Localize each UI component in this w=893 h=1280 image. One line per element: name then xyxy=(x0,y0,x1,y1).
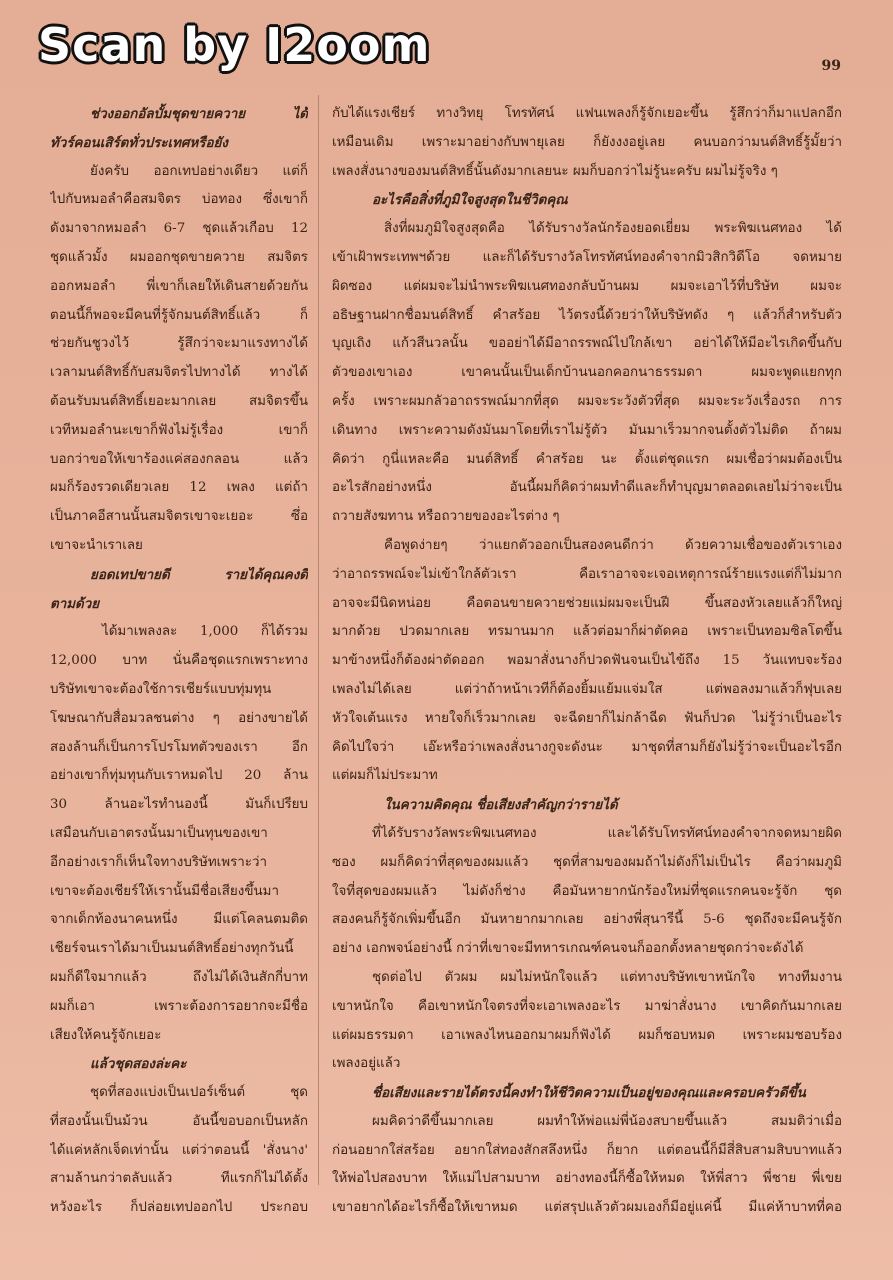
text-line: เดินทาง เพราะความดังมันมาโดยที่เราไม่รู้ตัว มันมาเร็วมากจนตั้งตัวไม่ติด ถ้าผม xyxy=(332,422,842,438)
text-line: ได้แค่หลักเจ็ดเท่านั้น แต่ว่าตอนนี้ 'สั่งนาง' xyxy=(50,1142,308,1158)
text-line: ตัวของเขาเอง เขาคนนั้นเป็นเด็กบ้านนอกคอกนาธรรมดา ผมจะพูดแยกทุก xyxy=(332,365,842,381)
text-line: สองล้านก็เป็นการโปรโมทตัวของเรา อีก xyxy=(50,739,308,755)
text-line: ว่าอาถรรพณ์จะไม่เข้าใกล้ตัวเรา คือเราอาจจะเจอเหตุการณ์ร้ายแรงแต่ก็ไม่มาก xyxy=(332,566,842,582)
text-line: อย่าง เอกพจน์อย่างนี้ กว่าที่เขาจะมีทหารเกณฑ์คนจนก็ออกตั้งหลายชุดกว่าจะดังได้ xyxy=(332,941,804,957)
text-line: ซอง ผมก็คิดว่าที่สุดของผมแล้ว ชุดที่สามของผมถ้าไม่ดังก็ไม่เป็นไร คือว่าผมภูมิ xyxy=(332,854,842,870)
text-line: สิ่งที่ผมภูมิใจสูงสุดคือ ได้รับรางวัลนักร้องยอดเยี่ยม พระพิฆเนศทอง ได้ xyxy=(384,221,842,237)
text-line: คิดไปใจว่า เอ๊ะหรือว่าเพลงสั่งนางกูจะดังนะ มาชุดที่สามก็ยังไม่รู้ว่าจะเป็นอะไรอีก xyxy=(332,739,842,755)
question-heading: ยอดเทปขายดี รายได้คุณคงดี xyxy=(90,566,308,583)
text-line: บริษัทเขาจะต้องใช้การเชียร์แบบทุ่มทุน xyxy=(50,681,272,697)
text-line: บุญเถิง แก้วสีนวลนั้น ขออย่าได้มีอาถรรพณ์ไปใกล้เขา อย่าได้ให้มีอะไรเกิดขึ้นกับ xyxy=(332,336,842,352)
text-line: เวทีหมอลำนะเขาก็ฟังไม่รู้เรื่อง เขาก็ xyxy=(50,422,308,438)
page-number: 99 xyxy=(821,58,841,74)
text-line: เพลงสั่งนางของมนต์สิทธิ์นั้นดังมากเลยนะ ผมก็บอกว่าไม่รู้นะครับ ผมไม่รู้จริง ๆ xyxy=(332,163,778,179)
text-line: ผมก็เอา เพราะต้องการอยากจะมีชื่อ xyxy=(50,998,308,1014)
left-column xyxy=(50,100,308,1223)
question-heading: ตามด้วย xyxy=(50,595,100,612)
text-line: ที่ได้รับรางวัลพระพิฆเนศทอง และได้รับโทรทัศน์ทองคำจากจดหมายผิด xyxy=(372,825,842,841)
text-line: เหมือนเดิม เพราะมาอย่างกับพายุเลย ก็ยังงงอยู่เลย คนบอกว่ามนต์สิทธิ์รู้มั้ยว่า xyxy=(332,134,842,150)
text-line: ไปกับหมอลำคือสมจิตร บ่อทอง ซึ่งเขาก็ xyxy=(50,192,308,208)
text-line: 30 ล้านอะไรทำนองนี้ มันก็เปรียบ xyxy=(50,797,308,813)
text-line: เสมือนกับเอาตรงนั้นมาเป็นทุนของเขา xyxy=(50,825,268,841)
text-line: เขาจะต้องเชียร์ให้เรานั้นมีชื่อเสียงขึ้นมา xyxy=(50,883,279,899)
text-line: ชุดที่สองแบ่งเป็นเปอร์เซ็นต์ ชุด xyxy=(90,1085,308,1101)
text-line: ชุดต่อไป ตัวผม ผมไม่หนักใจแล้ว แต่ทางบริษัทเขาหนักใจ ทางทีมงาน xyxy=(372,969,842,985)
text-line: เชียร์จนเราได้มาเป็นมนต์สิทธิ์อย่างทุกวันนี้ xyxy=(50,941,294,957)
question-heading: ช่วงออกอัลบั้มชุดขายควาย ได้ xyxy=(90,106,308,122)
question-heading: อะไรคือสิ่งที่ภูมิใจสูงสุดในชีวิตคุณ xyxy=(372,192,568,209)
text-line: ดังมาจากหมอลำ 6-7 ชุดแล้วเกือบ 12 xyxy=(50,221,308,237)
text-line: ถวายสังฆทาน หรือถวายของอะไรต่าง ๆ xyxy=(332,509,560,525)
text-line: บอกว่าขอให้เขาร้องแค่สองกลอน แล้ว xyxy=(50,451,308,467)
text-line: ให้พ่อไปสองบาท ให้แม่ไปสามบาท อย่างทองนี้ก็ซื้อให้หมด ให้พี่สาว พี่ชาย พี่เขย xyxy=(332,1171,842,1187)
text-line: ยังครับ ออกเทปอย่างเดียว แต่ก็ xyxy=(90,163,308,179)
text-line: ผิดซอง แต่ผมจะไม่นำพระพิฆเนศทองกลับบ้านผม ผมจะเอาไว้ที่บริษัท ผมจะ xyxy=(332,278,842,294)
text-line: สองคนก็รู้จักเพิ่มขึ้นอีก มันหายากมากเลย อย่างพี่สุนารีนี้ 5-6 ชุดถึงจะมีคนรู้จัก xyxy=(332,912,842,928)
text-line: ผมก็ดีใจมากแล้ว ถึงไม่ได้เงินสักกี่บาท xyxy=(50,969,308,985)
text-line: จากเด็กท้องนาคนหนึ่ง มีแต่โคลนตมติด xyxy=(50,912,308,928)
text-line: หวังอะไร ก็ปล่อยเทปออกไป ประกอบ xyxy=(50,1200,308,1216)
text-line: ช่วยกันชูวงไว้ รู้สึกว่าจะมาแรงทางได้ xyxy=(50,336,308,352)
text-line: เพลงไม่ได้เลย แต่ว่าถ้าหน้าเวทีก็ต้องยิ้มแย้มแจ่มใส แต่พอลงมาแล้วก็ฟุบเลย xyxy=(332,681,842,697)
question-heading: ทัวร์คอนเสิร์ตทั่วประเทศหรือยัง xyxy=(50,134,228,151)
text-line: ออกหมอลำ พี่เขาก็เลยให้เดินสายด้วยกัน xyxy=(50,278,308,294)
text-line: ต้อนรับมนต์สิทธิ์เยอะมากเลย สมจิตรขึ้น xyxy=(50,393,308,409)
text-line: หัวใจเต้นแรง หายใจก็เร็วมากเลย จะฉีดยาก็ไม่กล้าฉีด ฟันก็ปวด ไม่รู้ว่าเป็นอะไร xyxy=(332,710,842,726)
text-line: ครั้ง เพราะผมกลัวอาถรรพณ์มากที่สุด ผมจะระวังตัวที่สุด ผมจะระวังเรื่องรถ การ xyxy=(332,393,842,409)
text-line: อย่างเขาก็ทุ่มทุนกับเราหมดไป 20 ล้าน xyxy=(50,768,308,784)
text-line: โฆษณากับสื่อมวลชนต่าง ๆ อย่างขายได้ xyxy=(50,710,308,726)
text-line: อาจจะมีนิดหน่อย คือตอนขายควายช่วยแม่ผมจะเป็นฝี ขึ้นสองหัวเลยแล้วก็ใหญ่ xyxy=(332,595,842,611)
text-line: 12,000 บาท นั่นคือชุดแรกเพราะทาง xyxy=(50,653,308,669)
text-line: เสียงให้คนรู้จักเยอะ xyxy=(50,1027,162,1043)
text-line: แต่ผมธรรมดา เอาเพลงไหนออกมาผมก็ฟังได้ ผมก็ชอบหมด เพราะผมชอบร้อง xyxy=(332,1027,842,1043)
text-line: เขาหนักใจ คือเขาหนักใจตรงที่จะเอาเพลงอะไร มาฆ่าสั่งนาง เขาคิดกันมากเลย xyxy=(332,998,842,1014)
text-line: อะไรสักอย่างหนึ่ง อันนี้ผมก็คิดว่าผมทำดีและก็ทำบุญมาตลอดเลยไม่ว่าจะเป็น xyxy=(332,480,842,496)
text-line: กับได้แรงเชียร์ ทางวิทยุ โทรทัศน์ แฟนเพลงก็รู้จักเยอะขึ้น รู้สึกว่าก็มาแปลกอีก xyxy=(332,106,842,121)
text-line: คิดว่า กูนี่แหละคือ มนต์สิทธิ์ คำสร้อย นะ ตั้งแต่ชุดแรก ผมเชื่อว่าผมต้องเป็น xyxy=(332,451,842,467)
text-line: ได้มาเพลงละ 1,000 ก็ได้รวม xyxy=(102,624,308,640)
text-line: ใจที่สุดของผมแล้ว ไม่ดังก็ช่าง คือมันหายากนักร้องใหม่ที่ชุดแรกคนจะรู้จัก ชุด xyxy=(332,883,842,899)
right-column xyxy=(332,100,842,1223)
text-line: ผมก็ร้องรวดเดียวเลย 12 เพลง แต่ถ้า xyxy=(50,480,308,496)
column-divider xyxy=(318,95,319,1185)
text-line: เข้าเฝ้าพระเทพฯด้วย และก็ได้รับรางวัลโทรทัศน์ทองคำจากมิวสิกวิดีโอ จดหมาย xyxy=(332,249,842,265)
text-line: เขาจะนำเราเลย xyxy=(50,537,143,553)
text-line: สามล้านกว่าตลับแล้ว ทีแรกก็ไม่ได้ตั้ง xyxy=(50,1171,308,1187)
text-line: เขาอยากได้อะไรก็ซื้อให้เขาหมด แต่สรุปแล้วตัวผมเองก็มีอยู่แค่นี้ มีแค่ห้าบาทที่คอ xyxy=(332,1200,842,1216)
text-line: มาข้างหนึ่งก็ต้องผ่าตัดออก พอมาสั่งนางก็ปวดฟันจนเป็นไข้ถึง 15 วันแทบจะร้อง xyxy=(332,653,842,669)
text-line: เพลงอยู่แล้ว xyxy=(332,1056,401,1072)
scan-watermark: Scan by I2oom xyxy=(38,18,431,72)
text-line: ผมคิดว่าดีขึ้นมากเลย ผมทำให้พ่อแม่พี่น้องสบายขึ้นแล้ว สมมติว่าเมื่อ xyxy=(372,1113,842,1129)
question-heading: ในความคิดคุณ ชื่อเสียงสำคัญกว่ารายได้ xyxy=(384,797,618,814)
question-heading: แล้วชุดสองล่ะคะ xyxy=(90,1056,187,1073)
text-line: ชุดแล้วมั้ง ผมออกชุดขายควาย สมจิตร xyxy=(50,249,308,265)
text-line: ตอนนี้ก็พอจะมีคนที่รู้จักมนต์สิทธิ์แล้ว ก็ xyxy=(50,307,308,323)
question-heading: ชื่อเสียงและรายได้ตรงนี้คงทำให้ชีวิตความเป็นอยู่ของคุณและครอบครัวดีขึ้น xyxy=(372,1085,806,1102)
text-line: ก่อนอยากใส่สร้อย อยากใส่ทองสักสลึงหนึ่ง ก็ยาก แต่ตอนนี้ก็มีสี่สิบสามสิบบาทแล้ว xyxy=(332,1142,842,1158)
text-line: อธิษฐานฝากชื่อมนต์สิทธิ์ คำสร้อย ไว้ตรงนี้ด้วยว่าให้บริษัทดัง ๆ แล้วก็สำหรับตัว xyxy=(332,307,842,323)
text-line: แต่ผมก็ไม่ประมาท xyxy=(332,768,438,784)
text-line: เวลามนต์สิทธิ์กับสมจิตรไปทางได้ ทางได้ xyxy=(50,365,308,381)
text-line: เป็นภาคอีสานนั้นสมจิตรเขาจะเยอะ ซึ่อ xyxy=(50,509,308,525)
text-line: คือพูดง่ายๆ ว่าแยกตัวออกเป็นสองคนดีกว่า ด้วยความเชื่อของตัวเราเอง xyxy=(384,537,842,553)
text-line: อีกอย่างเราก็เห็นใจทางบริษัทเพราะว่า xyxy=(50,854,268,870)
text-line: มากด้วย ปวดมากเลย ทรมานมาก แล้วต่อมาก็ผ่าตัดคอ เพราะเป็นทอมซิลโตขึ้น xyxy=(332,624,842,640)
text-line: ที่สองนั้นเป็นม้วน อันนี้ขอบอกเป็นหลัก xyxy=(50,1113,308,1129)
